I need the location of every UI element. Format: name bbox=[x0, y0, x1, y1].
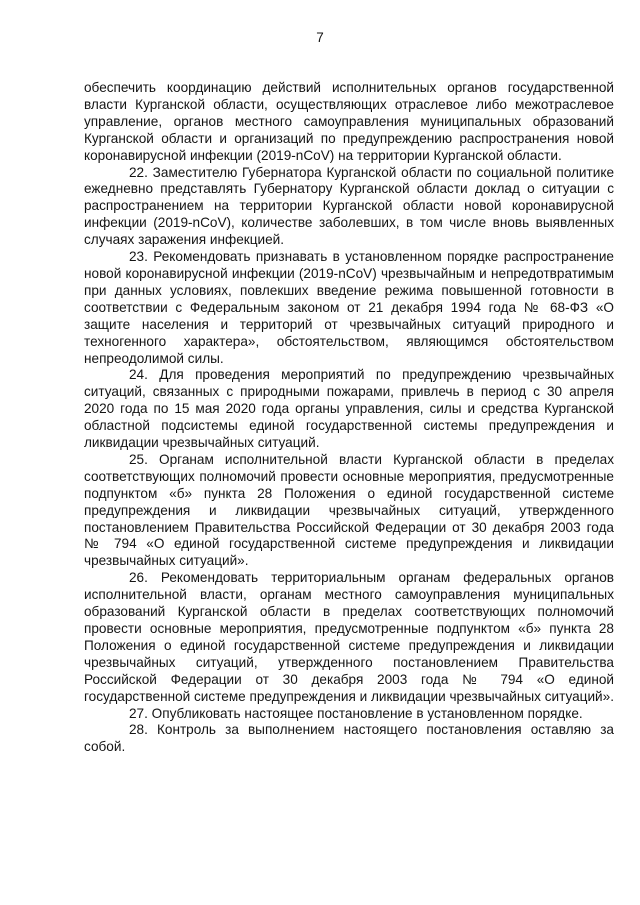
paragraph-item-22: 22. Заместителю Губернатора Курганской области по социальной политике ежедневно представлять Губернатору Курганской области доклад о ситуации с распространением на территории Курганской области новой коронавирусной инфекции (2019-nCoV), количестве заболевших, в том числе вновь выявленных случаях заражения инфекцией. bbox=[84, 164, 614, 248]
paragraph-item-23: 23. Рекомендовать признавать в установленном порядке распространение новой коронавирусной инфекции (2019-nCoV) чрезвычайным и непредотвратимым при данных условиях, повлекших введение режима повышенной готовности в соответствии с Федеральным законом от 21 декабря 1994 года № 68-ФЗ «О защите населения и территорий от чрезвычайных ситуаций природного и техногенного характера», обстоятельством, являющимся обстоятельством непреодолимой силы. bbox=[84, 249, 614, 366]
paragraph-continuation: обеспечить координацию действий исполнительных органов государственной власти Курганской области, осуществляющих отраслевое либо межотраслевое управление, органов местного самоуправления муниципальных образований Курганской области и организаций по предупреждению распространения новой коронавирусной инфекции (2019-nCoV) на территории Курганской области. bbox=[84, 80, 614, 163]
paragraph-item-28: 28. Контроль за выполнением настоящего постановления оставляю за собой. bbox=[84, 722, 614, 755]
paragraph-item-27: 27. Опубликовать настоящее постановление в установленном порядке. bbox=[129, 705, 583, 721]
paragraph-item-25: 25. Органам исполнительной власти Курганской области в пределах соответствующих полномочий провести основные мероприятия, предусмотренные подпунктом «б» пункта 28 Положения о единой государственной системе предупреждения и ликвидации чрезвычайных ситуаций, утвержденного постановлением Правительства Российской Федерации от 30 декабря 2003 года № 794 «О единой государственной системе предупреждения и ликвидации чрезвычайных ситуаций». bbox=[84, 451, 614, 569]
paragraph-item-24: 24. Для проведения мероприятий по предупреждению чрезвычайных ситуаций, связанных с природными пожарами, привлечь в период с 30 апреля 2020 года по 15 мая 2020 года органы управления, силы и средства Курганской областной подсистемы единой государственной системы предупреждения и ликвидации чрезвычайных ситуаций. bbox=[84, 367, 614, 451]
document-body bbox=[84, 80, 614, 756]
page-number: 7 bbox=[316, 30, 324, 45]
paragraph-item-26: 26. Рекомендовать территориальным органам федеральных органов исполнительной власти, органам местного самоуправления муниципальных образований Курганской области в пределах соответствующих полномочий провести основные мероприятия, предусмотренные подпунктом «б» пункта 28 Положения о единой государственной системе предупреждения и ликвидации чрезвычайных ситуаций, утвержденного постановлением Правительства Российской Федерации от 30 декабря 2003 года № 794 «О единой государственной системе предупреждения и ликвидации чрезвычайных ситуаций». bbox=[84, 570, 614, 704]
